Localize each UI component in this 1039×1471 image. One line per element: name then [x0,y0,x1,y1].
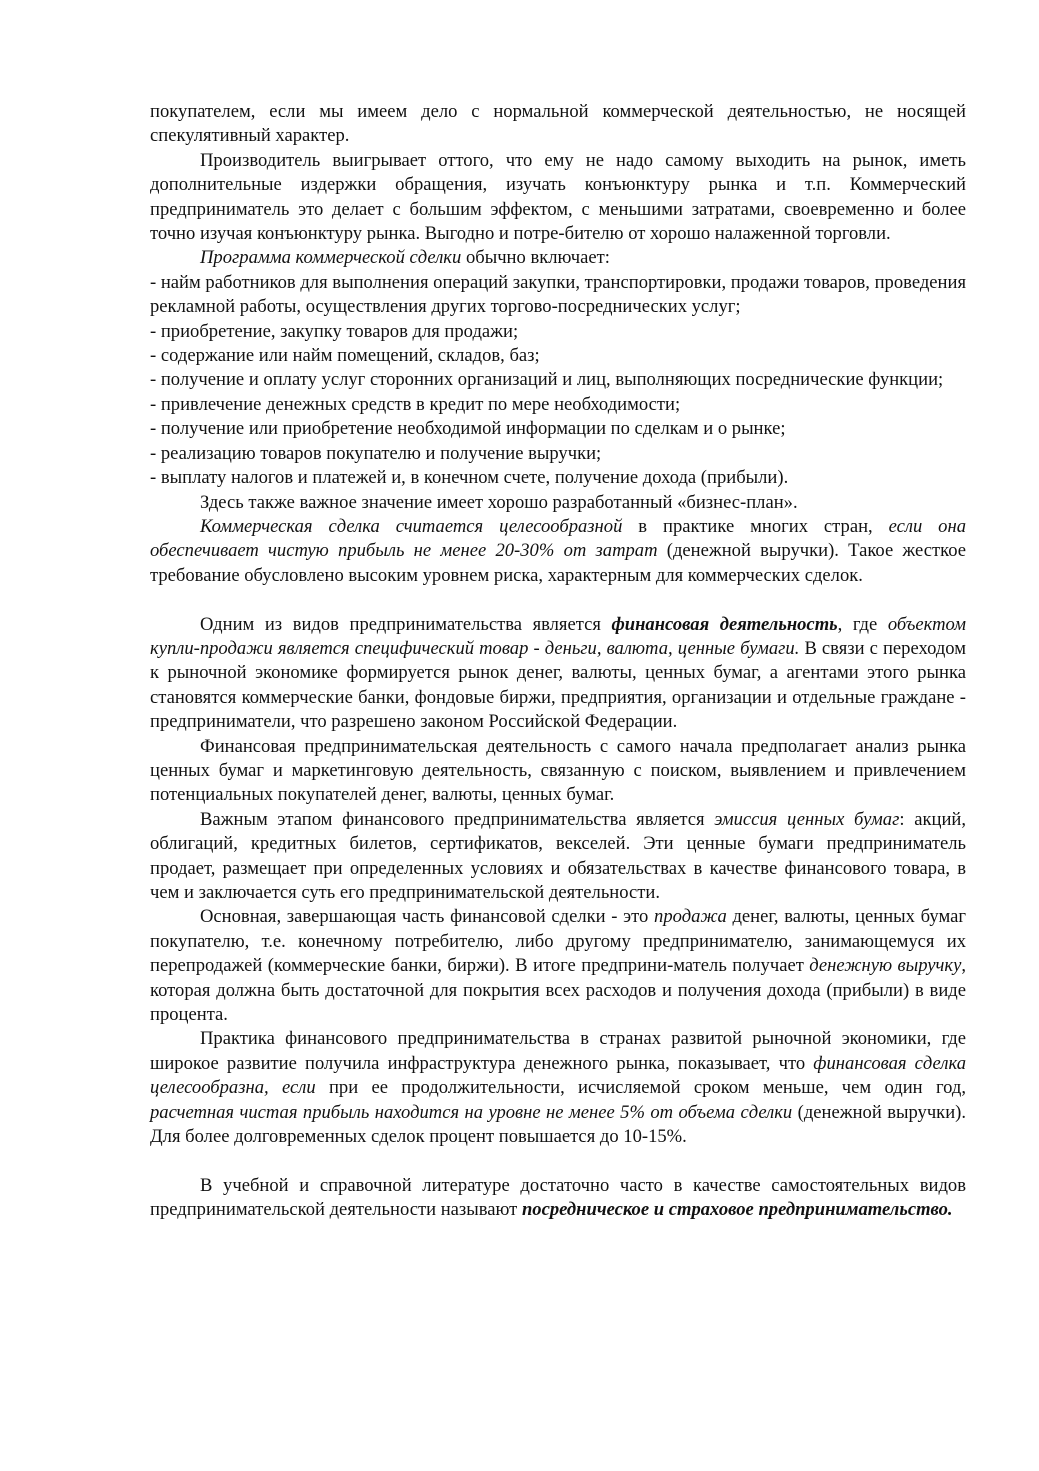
paragraph-4: Здесь также важное значение имеет хорошо разработанный «бизнес-план». [200,491,798,513]
emphasis: объектом купли-продажи является специфический товар - деньги, валюта, ценные бумаги. [150,613,966,659]
text-run: (денежной выручки). Такое жесткое требование обусловлено высоким уровнем риска, характерным для коммерческих сделок. [150,540,966,586]
paragraph-7: Финансовая предпринимательская деятельность с самого начала предполагает анализ рынка ценных бумаг и маркетинговую деятельность, связанную с поиском, выявлением и привлечением потенциальных покупателей денег, валюты, ценных бумаг. [150,735,966,806]
text-run: , где [837,613,888,635]
paragraph-gap [150,588,966,612]
list-item: - получение или приобретение необходимой информации по сделкам и о рынке; [150,418,786,440]
list-item: - приобретение, закупку товаров для продажи; [150,320,519,342]
paragraph-gap [150,1149,966,1173]
paragraph-1: покупателем, если мы имеем дело с нормальной коммерческой деятельностью, не носящей спекулятивный характер. [150,101,966,147]
list-item: - найм работников для выполнения операций закупки, транспортировки, продажи товаров, проведения рекламной работы, осуществления других торгово-посреднических услуг; [150,271,966,318]
text-run: Практика финансового предпринимательства в странах развитой рыночной экономики, где широкое развитие получила инфраструктура денежного рынка, показывает, что [150,1028,966,1074]
document-page [150,100,966,1223]
emphasis: расчетная чистая прибыль находится на уровне не менее 5% от объема сделки [150,1101,793,1123]
emphasis: финансовая сделка целесообразна, если [150,1052,966,1099]
paragraph-6 [150,613,966,735]
text-run: денег, валюты, ценных бумаг покупателю, т.е. конечному потребителю, либо другому предпринимателю, занимающемуся их перепродажей (коммерческие банки, биржи). В итоге предприни-матель получает [150,906,966,977]
list-item: - привлечение денежных средств в кредит по мере необходимости; [150,393,681,415]
paragraph-8 [150,808,966,906]
emphasis: если она обеспечивает чистую прибыль не менее 20-30% от затрат [150,515,966,562]
bold-emphasis: финансовая деятельность [611,613,838,635]
program-list [150,271,966,491]
list-item: - получение и оплату услуг сторонних организаций и лиц, выполняющих посреднические функции; [150,369,944,391]
paragraph-2: Производитель выигрывает оттого, что ему не надо самому выходить на рынок, иметь дополнительные издержки обращения, изучать конъюнктуру рынка и т.п. Коммерческий предприниматель это делает с большим эффектом, с меньшими затратами, своевременно и более точно изучая конъюнктуру рынка. Выгодно и потре-бителю от хорошо налаженной торговли. [150,149,966,245]
text-run: в практике многих стран, [622,515,889,537]
list-item: - выплату налогов и платежей и, в конечном счете, получение дохода (прибыли). [150,467,789,489]
list-item: - содержание или найм помещений, складов, баз; [150,345,540,367]
emphasis: денежную выручку [809,955,962,977]
bold-emphasis: посредническое и страховое предпринимательство. [521,1199,953,1221]
list-item: - реализацию товаров покупателю и получение выручки; [150,442,602,464]
text-run: : акций, облигаций, кредитных билетов, сертификатов, векселей. Эти ценные бумаги предприниматель продает, размещает при определенных условиях и обязательствах в качестве финансового товара, в чем и заключается суть его предпринимательской деятельности. [150,808,967,903]
text-run: В учебной и справочной литературе достаточно часто в качестве самостоятельных видов предпринимательской деятельности называют [150,1174,966,1221]
emphasis: продажа [654,906,727,928]
text-run: Основная, завершающая часть финансовой сделки - это [200,906,655,928]
paragraph-5 [150,515,966,588]
emphasis: эмиссия ценных бумаг [714,808,900,830]
paragraph-9 [150,905,966,1027]
paragraph-10 [150,1027,966,1149]
emphasis: Коммерческая сделка считается целесообразной [200,515,623,537]
text-run: (денежной выручки). Для более долговременных сделок процент повышается до 10-15%. [150,1101,967,1148]
text-run: В связи с переходом к рыночной экономике формируется рынок денег, валюты, ценных бумаг, а агентами этого рынка становятся коммерческие банки, фондовые биржи, предприятия, организации и отдельные граждане - предприниматели, что разрешено законом Российской Федерации. [150,637,966,733]
text-run: при ее продолжительности, исчисляемой сроком меньше, чем один год, [315,1077,966,1099]
text-run: Важным этапом финансового предпринимательства является [200,808,715,830]
program-term: Программа коммерческой сделки [200,247,462,269]
text-run: , которая должна быть достаточной для покрытия всех расходов и получения дохода (прибыли) в виде процента. [150,955,966,1026]
paragraph-3-text: обычно включает: [461,247,610,269]
text-run: Одним из видов предпринимательства является [200,613,612,635]
paragraph-3 [150,246,966,270]
paragraph-11 [150,1174,966,1223]
